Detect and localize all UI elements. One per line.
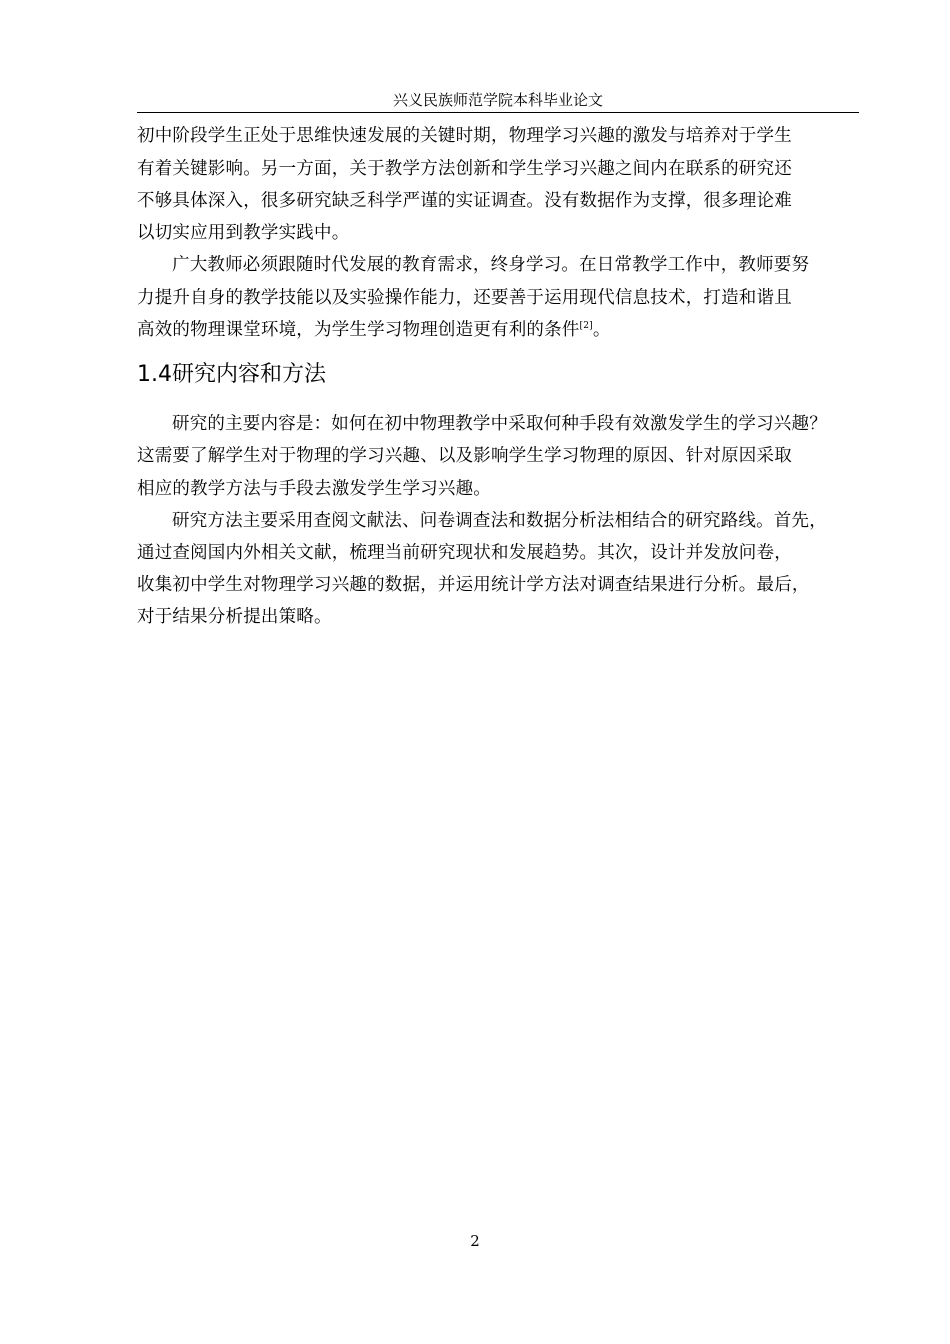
paragraph-line: 以切实应用到教学实践中。 — [137, 223, 350, 243]
paragraph-line: 对于结果分析提出策略。 — [137, 607, 332, 627]
paragraph-line: 这需要了解学生对于物理的学习兴趣、以及影响学生学习物理的原因、针对原因采取 — [137, 446, 792, 466]
header-title: 兴义民族师范学院本科毕业论文 — [392, 91, 603, 109]
paragraph-text: 高效的物理课堂环境，为学生学习物理创造更有利的条件 — [137, 320, 580, 340]
paragraph-line — [137, 316, 611, 341]
paragraph-line: 初中阶段学生正处于思维快速发展的关键时期，物理学习兴趣的激发与培养对于学生 — [137, 126, 792, 146]
paragraph-line: 广大教师必须跟随时代发展的教育需求，终身学习。在日常教学工作中，教师要努 — [172, 255, 810, 275]
page-header — [137, 88, 859, 113]
paragraph-line: 有着关键影响。另一方面，关于教学方法创新和学生学习兴趣之间内在联系的研究还 — [137, 159, 792, 179]
paragraph-line: 研究方法主要采用查阅文献法、问卷调查法和数据分析法相结合的研究路线。首先， — [172, 511, 827, 531]
paragraph-line: 研究的主要内容是：如何在初中物理教学中采取何种手段有效激发学生的学习兴趣？ — [172, 414, 827, 434]
section-heading: 1.4研究内容和方法 — [137, 362, 326, 387]
citation-ref: [2] — [579, 321, 593, 332]
paragraph-line: 收集初中学生对物理学习兴趣的数据，并运用统计学方法对调查结果进行分析。最后， — [137, 575, 810, 595]
paragraph-end: 。 — [592, 320, 611, 340]
paragraph-line: 相应的教学方法与手段去激发学生学习兴趣。 — [137, 479, 491, 499]
paragraph-line: 通过查阅国内外相关文献，梳理当前研究现状和发展趋势。其次，设计并发放问卷， — [137, 543, 792, 563]
page-number: 2 — [470, 1232, 480, 1250]
paragraph-line: 不够具体深入，很多研究缺乏科学严谨的实证调查。没有数据作为支撑，很多理论难 — [137, 191, 792, 211]
paragraph-line: 力提升自身的教学技能以及实验操作能力，还要善于运用现代信息技术，打造和谐且 — [137, 288, 792, 308]
